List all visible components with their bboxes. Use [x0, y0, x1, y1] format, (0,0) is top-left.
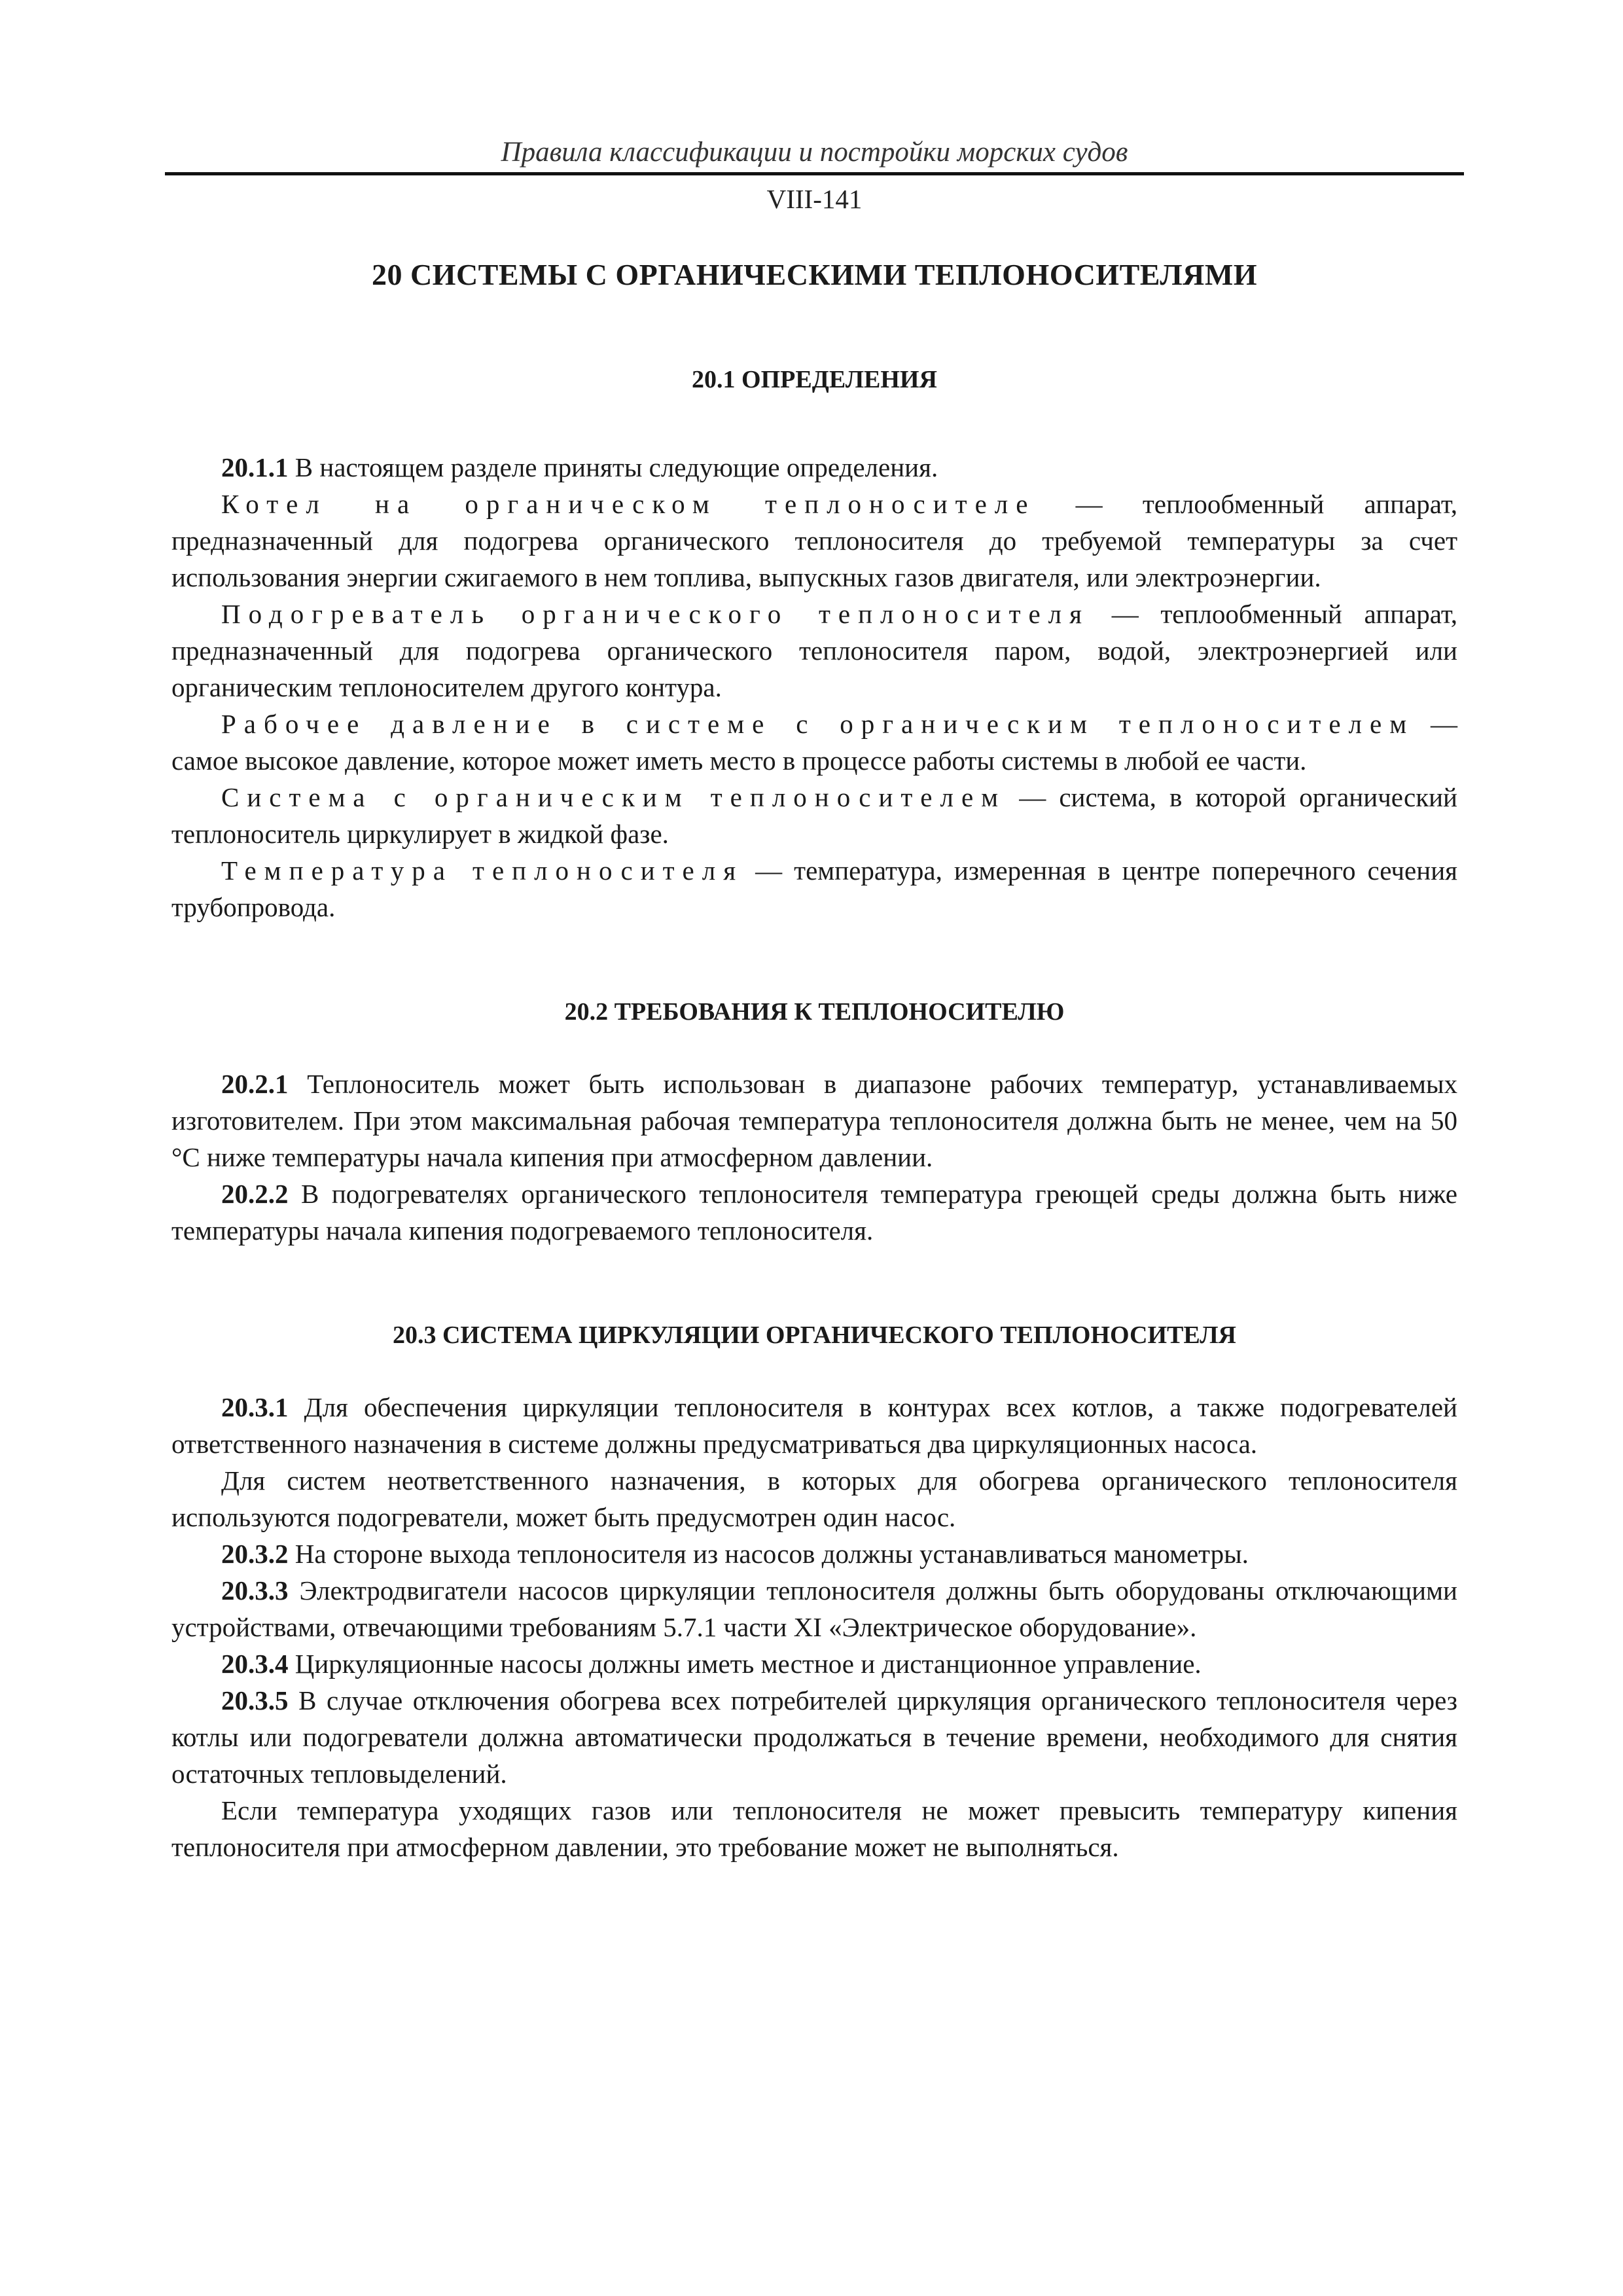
definition	[171, 486, 1457, 596]
definition-term: Рабочее давление в системе с органическим теплоносителем	[221, 709, 1415, 739]
page-number: VIII-141	[766, 184, 863, 214]
definition	[171, 706, 1457, 779]
running-header: Правила классификации и постройки морских судов	[501, 137, 1128, 168]
definition-term: Температура теплоносителя	[221, 855, 744, 886]
paragraph	[171, 1066, 1457, 1175]
definition-text: — теплообменный аппарат, предназначенный для подогрева органического теплоносителя до требуемой температуры за счет использования энергии сжигаемого в нем топлива, выпускных газов двигателя, или электроэнергии.	[171, 489, 1458, 592]
paragraph-text: Теплоноситель может быть использован в диапазоне рабочих температур, устанавливаемых изготовителем. При этом максимальная рабочая температура теплоносителя должна быть не менее, чем на 50 °С ниже температуры начала кипения при атмосферном давлении.	[171, 1069, 1457, 1172]
definition	[171, 779, 1457, 852]
clause-number: 20.2.2	[221, 1179, 289, 1209]
paragraph-text: Для систем неответственного назначения, в которых для обогрева органического теплоносителя используются подогреватели, может быть предусмотрен один насос.	[171, 1465, 1457, 1532]
definition-text: — самое высокое давление, которое может иметь место в процессе работы системы в любой ее части.	[171, 709, 1457, 776]
paragraph-text: Электродвигатели насосов циркуляции теплоносителя должны быть оборудованы отключающими устройствами, отвечающими требованиям 5.7.1 части XI «Электрическое оборудование».	[171, 1575, 1457, 1642]
paragraph-text: В настоящем разделе приняты следующие определения.	[288, 452, 938, 482]
paragraph-text: Для обеспечения циркуляции теплоносителя в контурах всех котлов, а также подогревателей ответственного назначения в системе должны предусматриваться два циркуляционных насоса.	[171, 1392, 1457, 1459]
paragraph	[171, 449, 1457, 486]
paragraph	[171, 1535, 1457, 1572]
definition	[171, 852, 1457, 925]
definition-term: Подогреватель органического теплоносителя	[221, 599, 1090, 629]
paragraph	[171, 1389, 1457, 1462]
paragraph	[171, 1645, 1457, 1682]
paragraph	[171, 1682, 1457, 1792]
paragraph-text: В подогревателях органического теплоносителя температура греющей среды должна быть ниже температуры начала кипения подогреваемого теплоносителя.	[171, 1179, 1457, 1246]
clause-number: 20.3.5	[221, 1685, 289, 1715]
paragraph	[171, 1462, 1457, 1535]
paragraph	[171, 1175, 1457, 1249]
clause-number: 20.1.1	[221, 452, 289, 482]
clause-number: 20.3.1	[221, 1392, 289, 1422]
paragraph	[171, 1792, 1457, 1865]
definition-text: — система, в которой органический теплоноситель циркулирует в жидкой фазе.	[171, 782, 1457, 849]
paragraph-text: Если температура уходящих газов или теплоносителя не может превысить температуру кипения теплоносителя при атмосферном давлении, это требование может не выполняться.	[171, 1795, 1457, 1862]
section-title: 20.3 СИСТЕМА ЦИРКУЛЯЦИИ ОРГАНИЧЕСКОГО ТЕПЛОНОСИТЕЛЯ	[392, 1321, 1236, 1349]
definition	[171, 596, 1457, 706]
paragraph-text: На стороне выхода теплоносителя из насосов должны устанавливаться манометры.	[288, 1539, 1249, 1569]
paragraph-text: В случае отключения обогрева всех потребителей циркуляция органического теплоносителя через котлы или подогреватели должна автоматически продолжаться в течение времени, необходимого для снятия остаточных тепловыделений.	[171, 1685, 1457, 1789]
paragraph	[171, 1572, 1457, 1645]
section-title: 20.2 ТРЕБОВАНИЯ К ТЕПЛОНОСИТЕЛЮ	[564, 998, 1065, 1026]
clause-number: 20.3.3	[221, 1575, 289, 1605]
definition-term: Котел на органическом теплоносителе	[221, 489, 1036, 519]
header-rule	[165, 172, 1464, 175]
paragraph-text: Циркуляционные насосы должны иметь местное и дистанционное управление.	[288, 1649, 1202, 1679]
chapter-title: 20 СИСТЕМЫ С ОРГАНИЧЕСКИМИ ТЕПЛОНОСИТЕЛЯМИ	[371, 258, 1258, 291]
definition-text: — теплообменный аппарат, предназначенный для подогрева органического теплоносителя паром, водой, электроэнергией или органическим теплоносителем другого контура.	[171, 599, 1457, 702]
definition-text: — температура, измеренная в центре поперечного сечения трубопровода.	[171, 855, 1457, 922]
clause-number: 20.3.2	[221, 1539, 289, 1569]
document-page	[171, 134, 1457, 1865]
clause-number: 20.3.4	[221, 1649, 289, 1679]
clause-number: 20.2.1	[221, 1069, 289, 1099]
section-title: 20.1 ОПРЕДЕЛЕНИЯ	[692, 366, 937, 393]
definition-term: Система с органическим теплоносителем	[221, 782, 1007, 812]
